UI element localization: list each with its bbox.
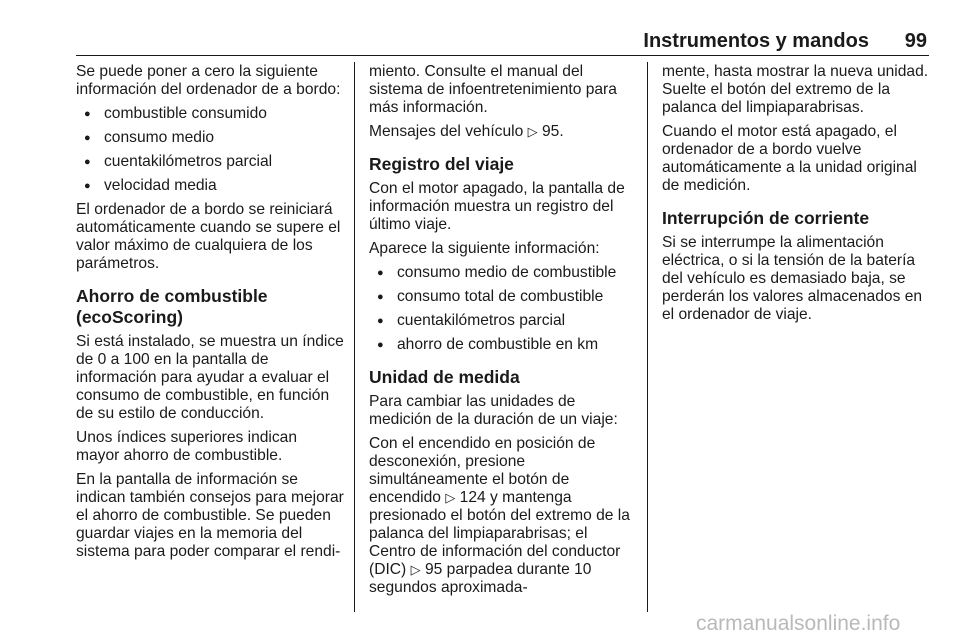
page-ref-dic: 95 bbox=[424, 561, 443, 578]
page-ref-ignition: 124 bbox=[459, 489, 486, 506]
heading-fuel-saving bbox=[76, 286, 344, 328]
power-interruption-text: Si se interrumpe la alimentación eléctrica, o si la tensión de la batería del vehículo es demasiado baja, se perderán los valores almacenados en el ordenador de viaje. bbox=[662, 234, 923, 323]
unit-procedure-text bbox=[369, 435, 633, 597]
column-3 bbox=[662, 63, 930, 330]
engine-off-text: Cuando el motor está apagado, el ordenador de a bordo vuelve automáticamente a la unidad original de medición. bbox=[662, 123, 917, 194]
trip-log-text: Con el motor apagado, la pantalla de información muestra un registro del último viaje. bbox=[369, 180, 625, 233]
chevron-right-icon: ▷ bbox=[527, 124, 538, 139]
heading-fuel-saving-line2: (ecoScoring) bbox=[76, 307, 183, 327]
procedure-part-1: Con el encendido en posición de desconexión, presione simultáneamente el botón de encendido bbox=[369, 435, 596, 506]
reset-intro: Se puede poner a cero la siguiente información del ordenador de a bordo: bbox=[76, 63, 341, 98]
unit-change-text: Para cambiar las unidades de medición de la duración de un viaje: bbox=[369, 393, 618, 428]
chevron-right-icon: ▷ bbox=[445, 490, 456, 505]
trip-info-list bbox=[369, 264, 633, 354]
section-title: Instrumentos y mandos bbox=[643, 30, 869, 52]
list-item: ● velocidad media bbox=[76, 177, 344, 195]
column-divider-1 bbox=[354, 62, 355, 612]
chevron-right-icon: ▷ bbox=[410, 562, 421, 577]
heading-power-interruption: Interrupción de corriente bbox=[662, 208, 870, 228]
vehicle-messages-label: Mensajes del vehículo bbox=[369, 123, 524, 140]
column-divider-2 bbox=[647, 62, 648, 612]
vehicle-messages-ref bbox=[369, 123, 633, 141]
heading-unit: Unidad de medida bbox=[369, 367, 520, 387]
list-item: ● combustible consumido bbox=[76, 105, 344, 123]
reset-list bbox=[76, 105, 344, 195]
procedure-part-3: parpadea durante 10 segundos aproximada- bbox=[369, 561, 592, 596]
list-item: ● consumo medio de combustible bbox=[369, 264, 633, 282]
watermark: carmanualsonline.info bbox=[696, 612, 901, 635]
list-item: ● consumo total de combustible bbox=[369, 288, 633, 306]
unit-release-text: mente, hasta mostrar la nueva unidad. Suelte el botón del extremo de la palanca del limpiaparabrisas. bbox=[662, 63, 929, 116]
page-header bbox=[76, 30, 929, 58]
eco-index-text: Si está instalado, se muestra un índice de 0 a 100 en la pantalla de información para ayudar a evaluar el consumo de combustible, en función de su estilo de conducción. bbox=[76, 333, 344, 422]
vehicle-messages-page: 95. bbox=[541, 123, 564, 140]
infotainment-text: miento. Consulte el manual del sistema de infoentretenimiento para más información. bbox=[369, 63, 617, 116]
eco-higher-text: Unos índices superiores indican mayor ahorro de combustible. bbox=[76, 429, 298, 464]
eco-tips-text: En la pantalla de información se indican también consejos para mejorar el ahorro de combustible. Se pueden guardar viajes en la memoria del sistema para poder comparar el rendi- bbox=[76, 471, 344, 560]
procedure-part-2: y mantenga presionado el botón del extremo de la palanca del limpiaparabrisas; el Centro de información del conductor (DIC) bbox=[369, 489, 630, 578]
header-divider bbox=[76, 55, 929, 56]
auto-reset-text: El ordenador de a bordo se reiniciará automáticamente cuando se supere el valor máximo de cualquiera de los parámetros. bbox=[76, 201, 341, 272]
heading-fuel-saving-line1: Ahorro de combustible bbox=[76, 286, 268, 306]
heading-trip-log: Registro del viaje bbox=[369, 154, 514, 174]
list-item: ● consumo medio bbox=[76, 129, 344, 147]
list-item: ● cuentakilómetros parcial bbox=[369, 312, 633, 330]
page-number: 99 bbox=[904, 30, 927, 52]
trip-info-intro: Aparece la siguiente información: bbox=[369, 240, 600, 257]
list-item: ● ahorro de combustible en km bbox=[369, 336, 633, 354]
column-1 bbox=[76, 63, 344, 567]
list-item: ● cuentakilómetros parcial bbox=[76, 153, 344, 171]
column-2 bbox=[369, 63, 633, 603]
